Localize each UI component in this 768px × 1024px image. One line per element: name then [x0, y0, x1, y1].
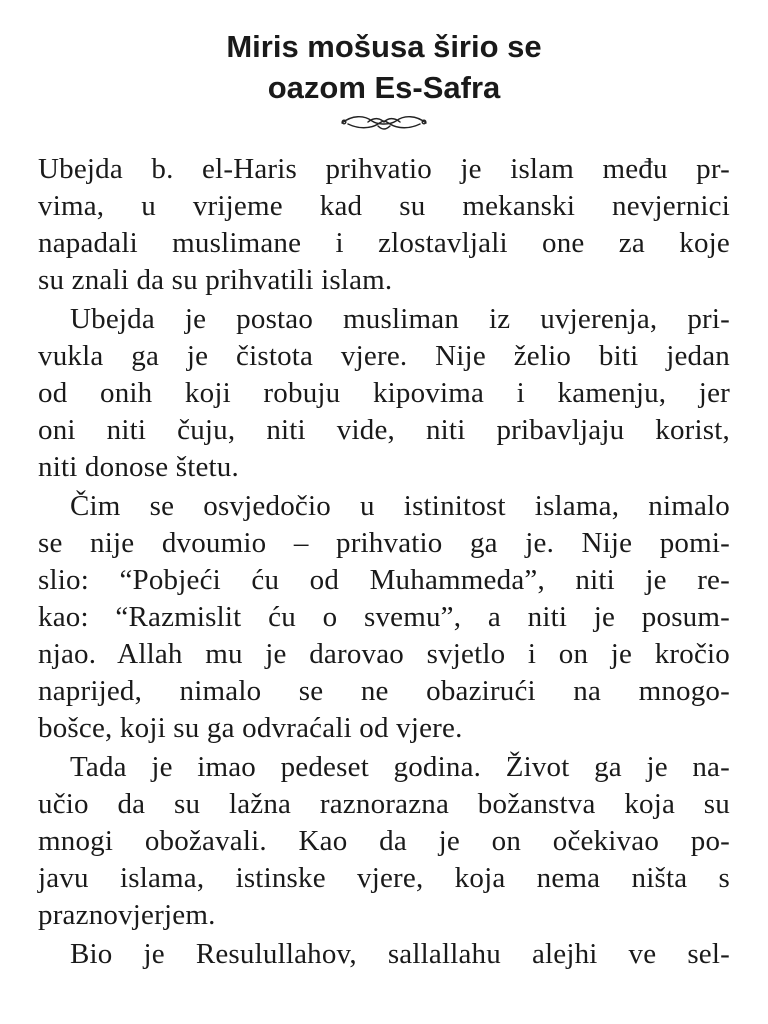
- text-line: praznovjerjem.: [38, 899, 216, 931]
- text-line: Bio je Resulullahov, sallallahu alejhi ve sel-: [70, 938, 730, 970]
- flourish-ornament-icon: [338, 111, 430, 133]
- text-line: bošce, koji su ga odvraćali od vjere.: [38, 712, 463, 744]
- text-line: napadali muslimane i zlostavljali one za koje: [38, 227, 730, 259]
- text-line: vima, u vrijeme kad su mekanski nevjernici: [38, 190, 730, 222]
- text-line: slio: “Pobjeći ću od Muhammeda”, niti je re-: [38, 564, 730, 596]
- text-line: naprijed, nimalo se ne obazirući na mnogo-: [38, 675, 730, 707]
- text-line: su znali da su prihvatili islam.: [38, 264, 393, 296]
- text-line: od onih koji robuju kipovima i kamenju, jer: [38, 377, 730, 409]
- chapter-title-line-1: Miris mošusa širio se: [226, 29, 542, 64]
- text-line: Ubejda je postao musliman iz uvjerenja, pri-: [70, 303, 730, 335]
- text-line: kao: “Razmislit ću o svemu”, a niti je posum-: [38, 601, 730, 633]
- text-line: niti donose štetu.: [38, 451, 239, 483]
- text-line: vukla ga je čistota vjere. Nije želio biti jedan: [38, 340, 730, 372]
- text-line: mnogi obožavali. Kao da je on očekivao po-: [38, 825, 730, 857]
- text-line: Ubejda b. el-Haris prihvatio je islam među pr-: [38, 153, 730, 185]
- chapter-title-line-2: oazom Es-Safra: [267, 70, 501, 105]
- text-line: javu islama, istinske vjere, koja nema ništa s: [38, 862, 730, 894]
- text-line: se nije dvoumio – prihvatio ga je. Nije pomi-: [38, 527, 730, 559]
- text-line: učio da su lažna raznorazna božanstva koja su: [38, 788, 730, 820]
- text-line: Čim se osvjedočio u istinitost islama, nimalo: [70, 490, 730, 522]
- text-line: Tada je imao pedeset godina. Život ga je na-: [70, 751, 730, 783]
- text-line: oni niti čuju, niti vide, niti pribavljaju korist,: [38, 414, 730, 446]
- text-line: njao. Allah mu je darovao svjetlo i on je kročio: [38, 638, 730, 670]
